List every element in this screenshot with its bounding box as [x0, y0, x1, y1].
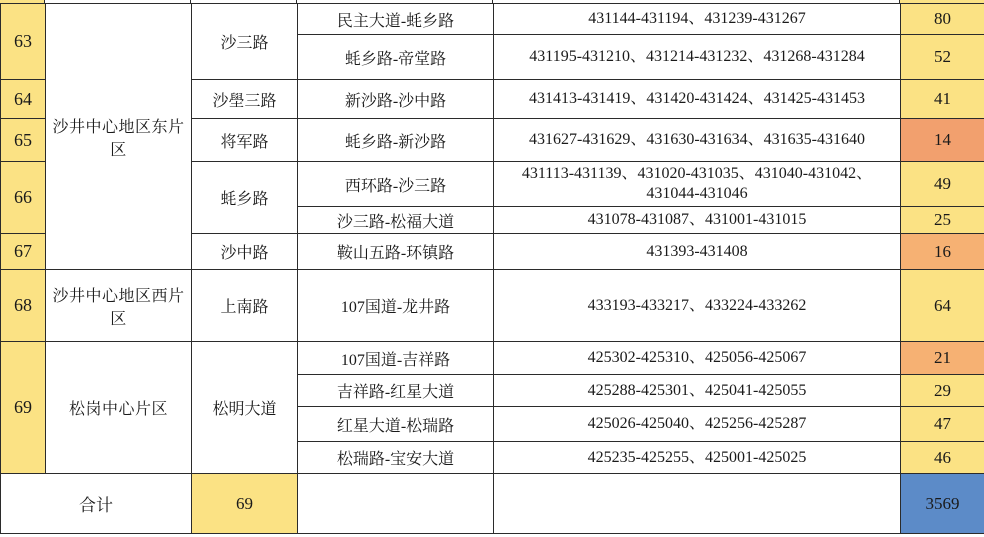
- table-row: [1, 342, 984, 375]
- segment-cell: 沙三路-松福大道: [298, 207, 494, 234]
- ranges-cell: 425235-425255、425001-425025: [494, 442, 901, 474]
- count-cell: 14: [901, 119, 984, 162]
- cropped-cell: [0, 0, 45, 3]
- segment-cell: 蚝乡路-新沙路: [298, 119, 494, 162]
- road-cell: 将军路: [192, 119, 298, 162]
- count-cell: 80: [901, 4, 984, 35]
- row-number-cell: 66: [1, 162, 46, 234]
- zones-table: [0, 3, 984, 534]
- grand-total-cell: 3569: [901, 474, 984, 534]
- count-cell: 52: [901, 35, 984, 80]
- segment-cell: 107国道-吉祥路: [298, 342, 494, 375]
- cropped-cell: [45, 0, 191, 3]
- road-cell: 沙三路: [192, 4, 298, 80]
- count-cell: 64: [901, 270, 984, 342]
- district-cell: 沙井中心地区西片区: [46, 270, 192, 342]
- road-cell: 沙中路: [192, 234, 298, 270]
- count-cell: 46: [901, 442, 984, 474]
- cropped-cell: [191, 0, 297, 3]
- empty-cell: [494, 474, 901, 534]
- segment-cell: 吉祥路-红星大道: [298, 375, 494, 407]
- segment-cell: 民主大道-蚝乡路: [298, 4, 494, 35]
- cropped-cell: [493, 0, 900, 3]
- cropped-cell: [297, 0, 493, 3]
- row-number-cell: 64: [1, 80, 46, 119]
- row-number-cell: 65: [1, 119, 46, 162]
- road-cell: 沙壆三路: [192, 80, 298, 119]
- segment-cell: 蚝乡路-帝堂路: [298, 35, 494, 80]
- ranges-cell: 425288-425301、425041-425055: [494, 375, 901, 407]
- district-cell: 沙井中心地区东片区: [46, 4, 192, 270]
- road-cell: 松明大道: [192, 342, 298, 474]
- table-row: [1, 270, 984, 342]
- segment-cell: 西环路-沙三路: [298, 162, 494, 207]
- segment-cell: 107国道-龙井路: [298, 270, 494, 342]
- ranges-cell: 433193-433217、433224-433262: [494, 270, 901, 342]
- segment-cell: 松瑞路-宝安大道: [298, 442, 494, 474]
- row-number-cell: 68: [1, 270, 46, 342]
- count-cell: 49: [901, 162, 984, 207]
- ranges-cell: 431113-431139、431020-431035、431040-431042、431044-431046: [494, 162, 901, 207]
- count-cell: 21: [901, 342, 984, 375]
- table-row-total: [1, 474, 984, 534]
- row-number-cell: 69: [1, 342, 46, 474]
- road-total-cell: 69: [192, 474, 298, 534]
- table-row: [1, 4, 984, 35]
- ranges-cell: 431627-431629、431630-431634、431635-431640: [494, 119, 901, 162]
- count-cell: 41: [901, 80, 984, 119]
- road-cell: 上南路: [192, 270, 298, 342]
- district-cell: 松岗中心片区: [46, 342, 192, 474]
- ranges-cell: 431078-431087、431001-431015: [494, 207, 901, 234]
- cropped-cell: [900, 0, 984, 3]
- count-cell: 25: [901, 207, 984, 234]
- segment-cell: 新沙路-沙中路: [298, 80, 494, 119]
- road-cell: 蚝乡路: [192, 162, 298, 234]
- segment-cell: 红星大道-松瑞路: [298, 407, 494, 442]
- ranges-cell: 431393-431408: [494, 234, 901, 270]
- cropped-cells-strip: [0, 0, 984, 3]
- total-label-cell: 合计: [1, 474, 192, 534]
- row-number-cell: 63: [1, 4, 46, 80]
- count-cell: 47: [901, 407, 984, 442]
- ranges-cell: 431195-431210、431214-431232、431268-431284: [494, 35, 901, 80]
- ranges-cell: 431144-431194、431239-431267: [494, 4, 901, 35]
- ranges-cell: 431413-431419、431420-431424、431425-431453: [494, 80, 901, 119]
- segment-cell: 鞍山五路-环镇路: [298, 234, 494, 270]
- ranges-cell: 425026-425040、425256-425287: [494, 407, 901, 442]
- empty-cell: [298, 474, 494, 534]
- row-number-cell: 67: [1, 234, 46, 270]
- count-cell: 29: [901, 375, 984, 407]
- count-cell: 16: [901, 234, 984, 270]
- ranges-cell: 425302-425310、425056-425067: [494, 342, 901, 375]
